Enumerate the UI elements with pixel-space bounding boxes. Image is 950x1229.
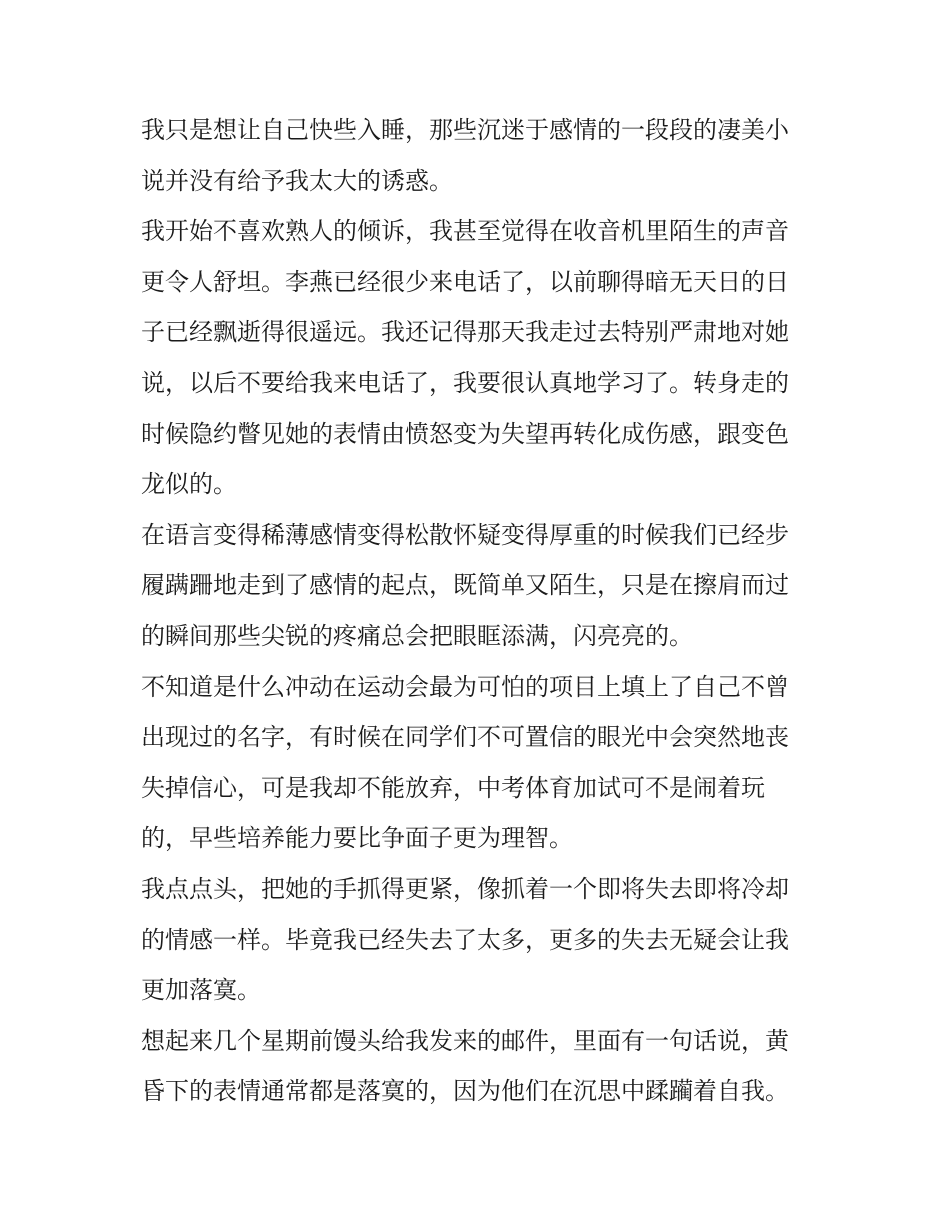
text-line: 子已经飘逝得很遥远。我还记得那天我走过去特别严肃地对她 (141, 318, 789, 347)
text-line: 说，以后不要给我来电话了，我要很认真地学习了。转身走的 (141, 368, 789, 397)
text-line: 时候隐约瞥见她的表情由愤怒变为失望再转化成伤感，跟变色 (141, 419, 789, 448)
text-line: 想起来几个星期前馒头给我发来的邮件，里面有一句话说，黄 (141, 1026, 789, 1055)
text-line: 出现过的名字，有时候在同学们不可置信的眼光中会突然地丧 (141, 723, 789, 752)
text-line: 的瞬间那些尖锐的疼痛总会把眼眶添满，闪亮亮的。 (141, 621, 693, 650)
text-line: 失掉信心，可是我却不能放弃，中考体育加试可不是闹着玩 (141, 773, 765, 802)
text-line: 的，早些培养能力要比争面子更为理智。 (141, 824, 573, 853)
text-line: 我开始不喜欢熟人的倾诉，我甚至觉得在收音机里陌生的声音 (141, 217, 789, 246)
text-line: 龙似的。 (141, 470, 237, 499)
text-line: 更加落寞。 (141, 976, 261, 1005)
text-line: 我点点头，把她的手抓得更紧，像抓着一个即将失去即将冷却 (141, 874, 789, 903)
text-line: 的情感一样。毕竟我已经失去了太多，更多的失去无疑会让我 (141, 925, 789, 954)
text-line: 不知道是什么冲动在运动会最为可怕的项目上填上了自己不曾 (141, 672, 789, 701)
text-line: 我只是想让自己快些入睡，那些沉迷于感情的一段段的凄美小 (141, 116, 789, 144)
text-line: 履蹒跚地走到了感情的起点，既简单又陌生，只是在擦肩而过 (141, 571, 789, 600)
text-line: 昏下的表情通常都是落寞的，因为他们在沉思中蹂躏着自我。 (141, 1077, 789, 1106)
document-text (141, 105, 813, 1117)
text-line: 说并没有给予我太大的诱惑。 (141, 166, 453, 195)
text-line: 在语言变得稀薄感情变得松散怀疑变得厚重的时候我们已经步 (141, 520, 789, 549)
text-line: 更令人舒坦。李燕已经很少来电话了，以前聊得暗无天日的日 (141, 267, 789, 296)
